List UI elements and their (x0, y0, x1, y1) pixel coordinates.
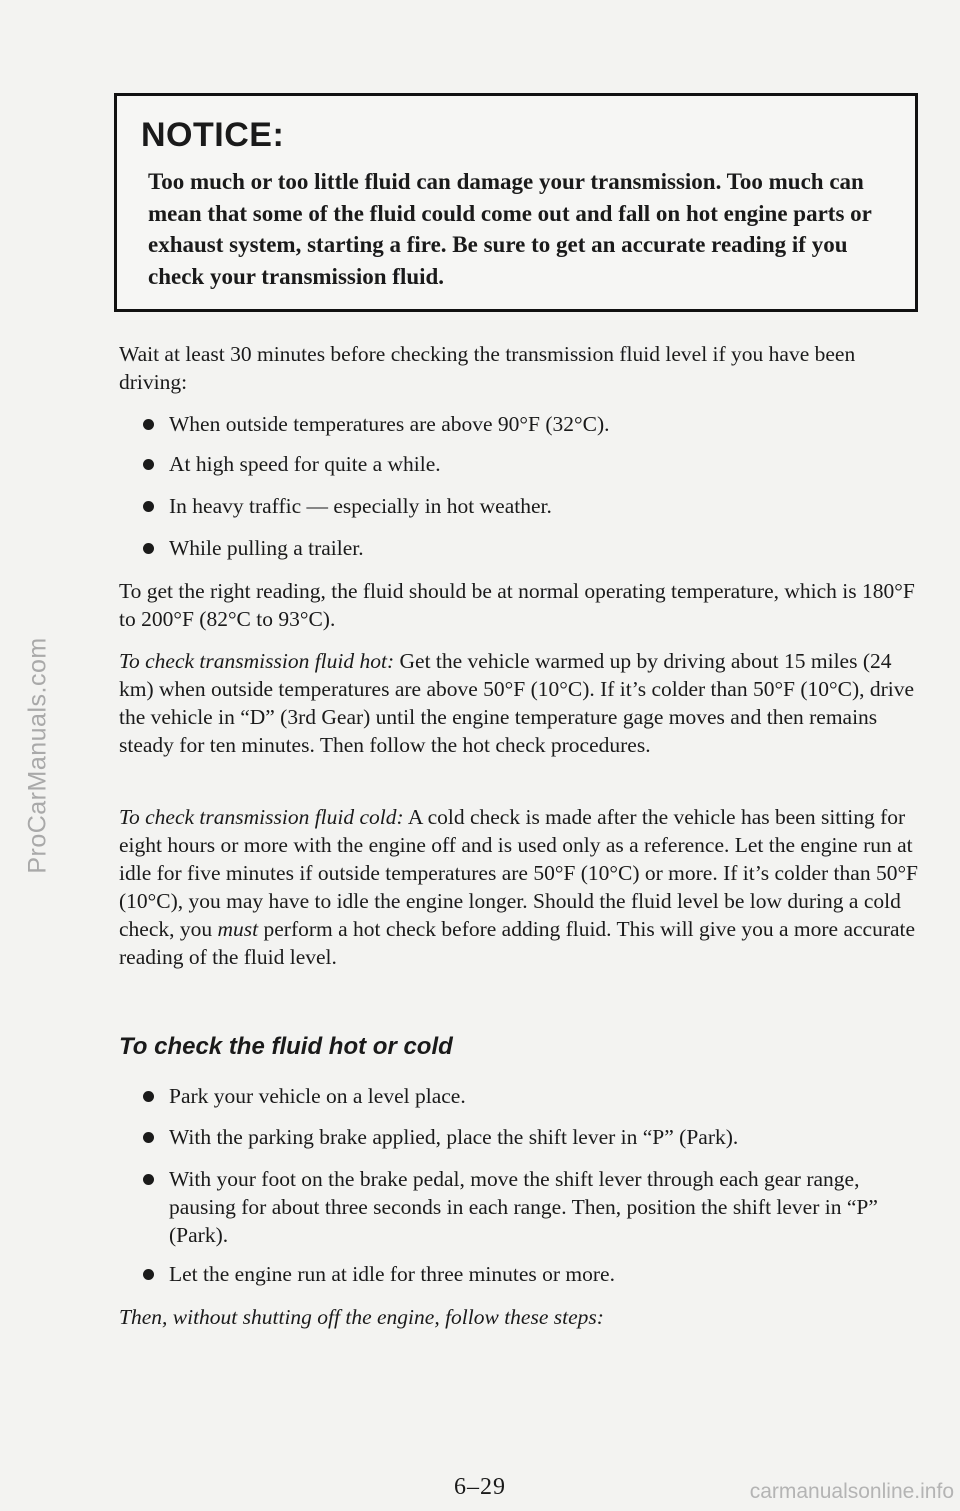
bullet-icon (143, 1174, 154, 1185)
list-item-text: With the parking brake applied, place the shift lever in “P” (Park). (169, 1125, 739, 1149)
list-item-text: Park your vehicle on a level place. (169, 1084, 466, 1108)
cold-check-body-1: A cold check is made after the vehicle has been sitting for eight hours or more with the engine off and is used only as a reference. Let the engine run at idle for five minutes if outside temperatures are 50°F (10°C) or more. If it’s colder than 50°F (10°C), you may have to idle the engine longer. Should the fluid level be low during a cold check, you (119, 805, 918, 941)
notice-title: NOTICE: (141, 116, 285, 154)
notice-text: Too much or too little fluid can damage your transmission. Too much can mean that some of the fluid could come out and fall on hot engine parts or exhaust system, starting a fire. Be sure to get an accurate reading if you check your transmission fluid. (148, 169, 872, 289)
cold-check-paragraph (119, 803, 919, 971)
bullet-icon (143, 419, 154, 430)
page-number: 6–29 (454, 1474, 506, 1500)
notice-box (114, 93, 918, 312)
list-item-text: At high speed for quite a while. (169, 452, 441, 476)
hot-check-lead: To check transmission fluid hot: (119, 649, 395, 673)
bullet-icon (143, 501, 154, 512)
list-item-text: When outside temperatures are above 90°F (32°C). (169, 412, 610, 436)
bullet-icon (143, 459, 154, 470)
footer-watermark: carmanualsonline.info (749, 1480, 954, 1503)
list-item-text: With your foot on the brake pedal, move the shift lever through each gear range, pausing for about three seconds in each range. Then, position the shift lever in “P” (Park). (169, 1167, 878, 1247)
closing-line: Then, without shutting off the engine, follow these steps: (119, 1305, 604, 1329)
bullet-icon (143, 1269, 154, 1280)
hot-check-body: Get the vehicle warmed up by driving about 15 miles (24 km) when outside temperatures are above 50°F (10°C). If it’s colder than 50°F (10°C), drive the vehicle in “D” (3rd Gear) until the engine temperature gage moves and then remains steady for ten minutes. Then follow the hot check procedures. (119, 649, 915, 757)
bullet-icon (143, 543, 154, 554)
reading-paragraph: To get the right reading, the fluid should be at normal operating temperature, which is 180°F to 200°F (82°C to 93°C). (119, 579, 915, 631)
bullet-icon (143, 1132, 154, 1143)
hot-check-paragraph (119, 647, 919, 759)
side-watermark-text: ProCarManuals.com (23, 637, 52, 874)
list-item-text: While pulling a trailer. (169, 536, 364, 560)
bullet-icon (143, 1091, 154, 1102)
list-item-text: Let the engine run at idle for three minutes or more. (169, 1262, 615, 1286)
cold-check-lead: To check transmission fluid cold: (119, 805, 404, 829)
list-item-text: In heavy traffic — especially in hot weather. (169, 494, 552, 518)
side-watermark (8, 0, 68, 1511)
section-heading: To check the fluid hot or cold (119, 1033, 453, 1060)
cold-check-body-2: perform a hot check before adding fluid. This will give you a more accurate reading of the fluid level. (119, 917, 916, 969)
cold-check-emphasis: must (217, 917, 259, 941)
intro-paragraph: Wait at least 30 minutes before checking the transmission fluid level if you have been driving: (119, 342, 856, 394)
